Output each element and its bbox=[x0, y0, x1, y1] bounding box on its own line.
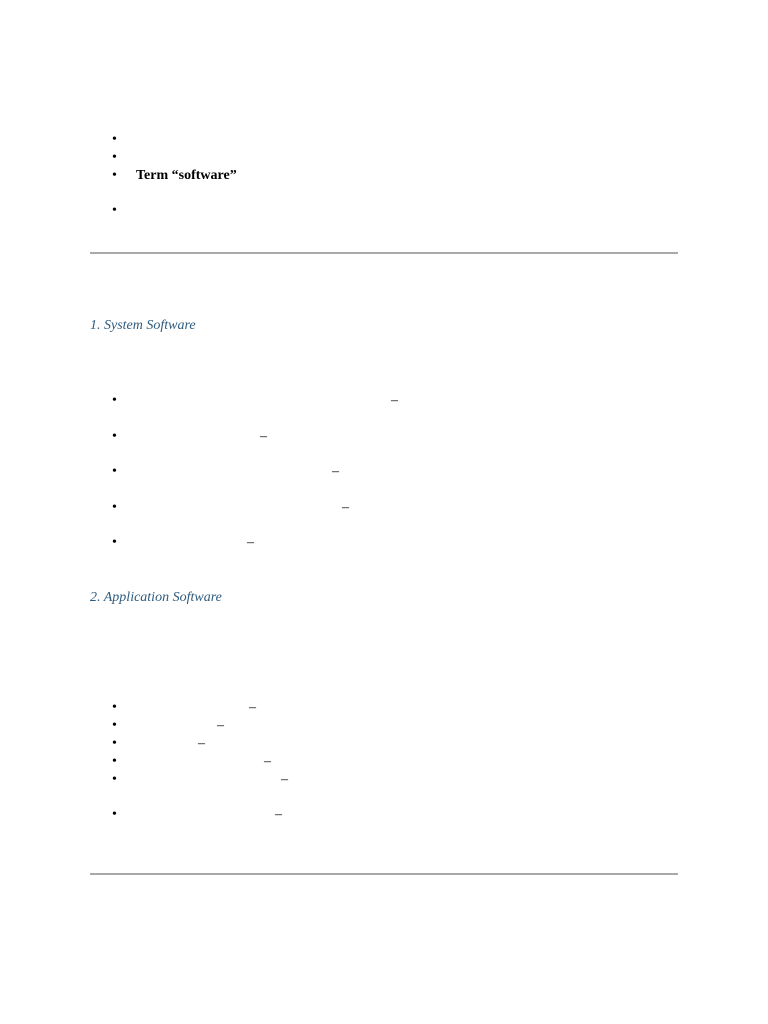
section-heading-system-software: 1. System Software bbox=[90, 318, 196, 333]
dash-separator: – bbox=[264, 754, 271, 769]
dash-separator: – bbox=[260, 429, 267, 444]
horizontal-rule bbox=[90, 873, 678, 875]
bullet-icon: • bbox=[112, 429, 117, 444]
bullet-icon: • bbox=[112, 393, 117, 408]
dash-separator: – bbox=[281, 772, 288, 787]
dash-separator: – bbox=[342, 500, 349, 515]
dash-separator: – bbox=[332, 464, 339, 479]
section-heading-application-software: 2. Application Software bbox=[90, 590, 222, 605]
bullet-icon: • bbox=[112, 754, 117, 769]
bullet-icon: • bbox=[112, 132, 117, 147]
list-item bbox=[112, 771, 672, 789]
list-item bbox=[112, 202, 672, 220]
bullet-icon: • bbox=[112, 772, 117, 787]
bullet-icon: • bbox=[112, 150, 117, 165]
list-item bbox=[112, 499, 672, 517]
horizontal-rule bbox=[90, 252, 678, 254]
dash-separator: – bbox=[198, 736, 205, 751]
bullet-icon: • bbox=[112, 168, 117, 183]
dash-separator: – bbox=[217, 718, 224, 733]
list-item bbox=[112, 392, 672, 410]
list-item bbox=[112, 428, 672, 446]
bullet-icon: • bbox=[112, 500, 117, 515]
list-item bbox=[112, 131, 672, 149]
bullet-icon: • bbox=[112, 718, 117, 733]
bullet-icon: • bbox=[112, 464, 117, 479]
bullet-icon: • bbox=[112, 736, 117, 751]
list-item bbox=[112, 534, 672, 552]
list-item-text: Term “software” bbox=[136, 168, 237, 183]
list-item bbox=[112, 806, 672, 824]
list-item bbox=[112, 699, 672, 717]
list-item bbox=[112, 463, 672, 481]
dash-separator: – bbox=[391, 393, 398, 408]
list-item bbox=[112, 149, 672, 167]
list-item bbox=[112, 167, 672, 185]
dash-separator: – bbox=[249, 700, 256, 715]
bullet-icon: • bbox=[112, 535, 117, 550]
dash-separator: – bbox=[275, 807, 282, 822]
list-item bbox=[112, 735, 672, 753]
list-item bbox=[112, 717, 672, 735]
dash-separator: – bbox=[247, 535, 254, 550]
bullet-icon: • bbox=[112, 203, 117, 218]
list-item bbox=[112, 753, 672, 771]
bullet-icon: • bbox=[112, 807, 117, 822]
bullet-icon: • bbox=[112, 700, 117, 715]
